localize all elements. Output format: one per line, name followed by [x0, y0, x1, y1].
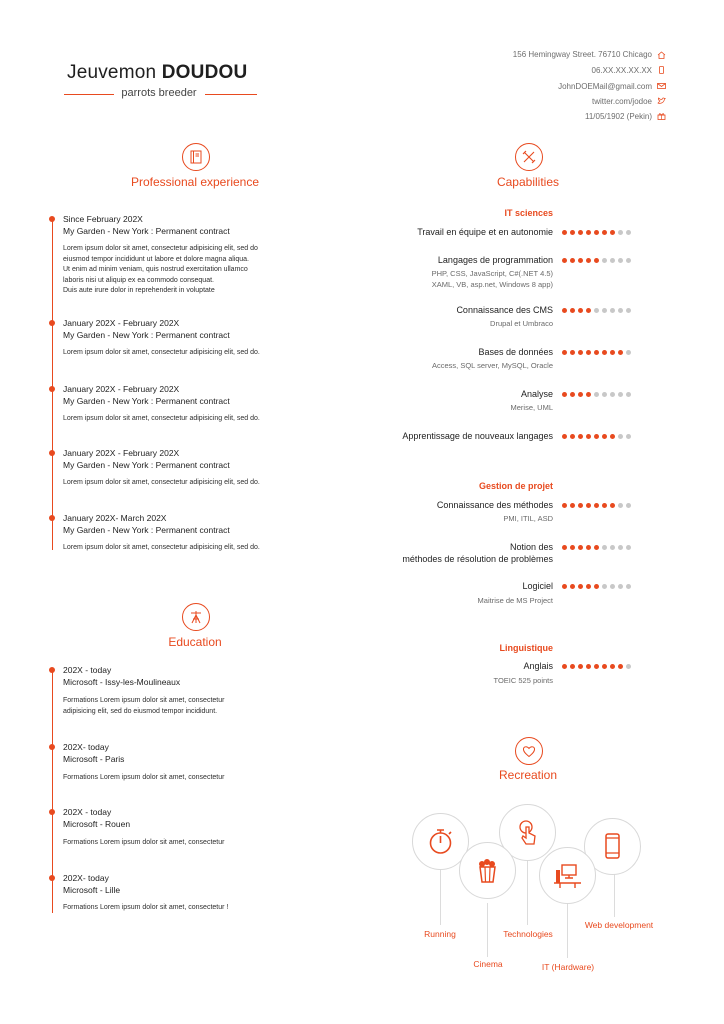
skill-label: Analyse [520, 389, 553, 399]
recreation-label-web-development: Web development [584, 920, 654, 930]
education-date: 202X - today [63, 807, 112, 817]
timeline-dot [49, 667, 55, 673]
education-place: Microsoft - Rouen [63, 819, 131, 829]
capabilities-title: Capabilities [496, 175, 560, 189]
rating-dot-empty [618, 258, 623, 263]
experience-place: My Garden - New York : Permanent contract [63, 525, 230, 535]
rating-dot-empty [618, 308, 623, 313]
skill-detail: PMI, ITIL, ASD [503, 514, 553, 523]
desc-line: Lorem ipsum dolor sit amet, consectetur adipisicing elit, sed do. [63, 415, 260, 422]
experience-date: January 202X - February 202X [63, 384, 180, 394]
rating-dot-filled [578, 392, 583, 397]
education-date: 202X- today [63, 873, 109, 883]
desc-line: laboris nisi ut aliquip ex ea commodo consequat. [63, 276, 214, 284]
desc-line: Formations Lorem ipsum dolor sit amet, consectetur [63, 839, 225, 846]
timeline-dot [49, 744, 55, 750]
timeline-dot [49, 216, 55, 222]
rating-dot-empty [626, 434, 631, 439]
desc-line: eiusmod tempor incididunt ut labore et dolore magna aliqua. [63, 255, 250, 263]
rating-dot-filled [562, 434, 567, 439]
desc-line: Lorem ipsum dolor sit amet, consectetur adipisicing elit, sed do [63, 245, 258, 252]
rating-dot-filled [610, 664, 615, 669]
rating-dot-filled [578, 664, 583, 669]
skill-label: méthodes de résolution de problèmes [402, 554, 553, 564]
rating-dot-empty [602, 308, 607, 313]
rating-dot-empty [626, 350, 631, 355]
skill-rating [562, 258, 631, 263]
skill-detail: Access, SQL server, MySQL, Oracle [431, 361, 553, 370]
rating-dot-empty [602, 545, 607, 550]
computer-desk-icon [551, 859, 584, 892]
skill-detail: Maitrise de MS Project [477, 596, 553, 605]
skill-label: Bases de données [478, 347, 553, 357]
rating-dot-filled [570, 434, 575, 439]
rating-dot-filled [570, 392, 575, 397]
stopwatch-icon [424, 825, 457, 858]
recreation-connector [527, 858, 528, 925]
desc-line: Formations Lorem ipsum dolor sit amet, consectetur ! [63, 904, 229, 911]
recreation-connector [614, 872, 615, 917]
experience-place: My Garden - New York : Permanent contract [63, 460, 230, 470]
skill-rating [562, 230, 631, 235]
timeline-dot [49, 875, 55, 881]
home-icon [657, 51, 666, 58]
experience-date: Since February 202X [63, 214, 143, 224]
heart-icon [521, 743, 537, 759]
rating-dot-filled [570, 664, 575, 669]
rating-dot-filled [594, 434, 599, 439]
gift-icon [657, 112, 666, 119]
role-line-right [205, 94, 257, 95]
rating-dot-empty [594, 392, 599, 397]
rating-dot-empty [594, 308, 599, 313]
phone-icon [657, 66, 666, 73]
skill-label: Langages de programmation [437, 255, 553, 265]
rating-dot-filled [594, 350, 599, 355]
skill-rating [562, 350, 631, 355]
contact-phone: 06.XX.XX.XX.XX [591, 66, 652, 75]
skill-detail: TOEIC 525 points [493, 676, 553, 685]
book-icon [188, 149, 204, 165]
desc-line: Formations Lorem ipsum dolor sit amet, consectetur [63, 697, 225, 704]
rating-dot-empty [618, 545, 623, 550]
skill-rating [562, 664, 631, 669]
capability-category: Gestion de projet [478, 481, 553, 491]
recreation-label-running: Running [424, 929, 456, 939]
rating-dot-empty [626, 584, 631, 589]
skill-label: Connaissance des méthodes [436, 500, 553, 510]
rating-dot-empty [610, 392, 615, 397]
tools-icon [521, 149, 537, 165]
rating-dot-filled [586, 584, 591, 589]
rating-dot-filled [578, 503, 583, 508]
skill-rating [562, 584, 631, 589]
capabilities-section-badge [515, 143, 543, 171]
rating-dot-filled [586, 308, 591, 313]
desc-line: Duis aute irure dolor in reprehenderit in voluptate [63, 287, 215, 295]
contact-birth: 11/05/1902 (Pekin) [584, 112, 652, 121]
rating-dot-empty [610, 545, 615, 550]
recreation-section-badge [515, 737, 543, 765]
rating-dot-filled [586, 392, 591, 397]
touch-icon [511, 816, 544, 849]
rating-dot-filled [562, 545, 567, 550]
rating-dot-empty [626, 664, 631, 669]
recreation-it-hardware [539, 847, 596, 904]
rating-dot-filled [602, 503, 607, 508]
skill-label: Apprentissage de nouveaux langages [402, 431, 553, 441]
skill-detail: Merise, UML [510, 403, 553, 412]
desc-line: adipisicing elit, sed do eiusmod tempor incididunt. [63, 707, 218, 715]
popcorn-icon [471, 854, 504, 887]
contact-twitter[interactable]: twitter.com/jodoe [591, 97, 652, 106]
education-date: 202X - today [63, 665, 112, 675]
contact-address: 156 Hemingway Street. 76710 Chicago [512, 50, 652, 59]
skill-label: Logiciel [522, 581, 553, 591]
education-title: Education [168, 635, 222, 649]
rating-dot-filled [618, 350, 623, 355]
graduation-icon [188, 609, 204, 625]
desc-line: Lorem ipsum dolor sit amet, consectetur adipisicing elit, sed do. [63, 544, 260, 551]
experience-date: January 202X- March 202X [63, 513, 167, 523]
desc-line: Lorem ipsum dolor sit amet, consectetur adipisicing elit, sed do. [63, 349, 260, 356]
recreation-connector [440, 868, 441, 925]
skill-detail: XAML, VB, asp.net, Windows 8 app) [431, 280, 553, 289]
skill-label: Anglais [523, 661, 553, 671]
rating-dot-filled [586, 664, 591, 669]
role-line-left [64, 94, 114, 95]
rating-dot-empty [618, 503, 623, 508]
rating-dot-filled [610, 350, 615, 355]
experience-timeline [52, 220, 53, 550]
first-name: Jeuvemon [67, 62, 157, 83]
rating-dot-empty [610, 584, 615, 589]
desc-line: Ut enim ad minim veniam, quis nostrud exercitation ullamco [63, 266, 248, 274]
experience-place: My Garden - New York : Permanent contract [63, 226, 230, 236]
rating-dot-filled [586, 350, 591, 355]
rating-dot-filled [578, 434, 583, 439]
rating-dot-filled [594, 503, 599, 508]
rating-dot-filled [602, 664, 607, 669]
timeline-dot [49, 809, 55, 815]
mail-icon [657, 82, 666, 89]
rating-dot-filled [570, 503, 575, 508]
education-section-badge [182, 603, 210, 631]
rating-dot-filled [602, 230, 607, 235]
experience-title: Professional experience [130, 175, 260, 189]
rating-dot-empty [602, 584, 607, 589]
rating-dot-empty [626, 545, 631, 550]
rating-dot-filled [570, 350, 575, 355]
rating-dot-empty [626, 230, 631, 235]
rating-dot-filled [562, 503, 567, 508]
capability-category: IT sciences [504, 208, 553, 218]
skill-rating [562, 434, 631, 439]
education-description [63, 696, 308, 717]
rating-dot-filled [570, 545, 575, 550]
recreation-label-cinema: Cinema [473, 959, 503, 969]
timeline-dot [49, 386, 55, 392]
recreation-label-technologies: Technologies [503, 929, 553, 939]
rating-dot-filled [562, 308, 567, 313]
recreation-title: Recreation [498, 768, 558, 782]
skill-detail: Drupal et Umbraco [490, 319, 553, 328]
rating-dot-filled [602, 434, 607, 439]
rating-dot-empty [626, 392, 631, 397]
last-name: DOUDOU [161, 62, 248, 83]
rating-dot-filled [570, 308, 575, 313]
rating-dot-filled [578, 545, 583, 550]
contact-email[interactable]: JohnDOEMail@gmail.com [558, 82, 652, 91]
education-place: Microsoft - Lille [63, 885, 121, 895]
rating-dot-empty [618, 434, 623, 439]
experience-description [63, 478, 308, 489]
capability-category: Linguistique [499, 643, 553, 653]
rating-dot-filled [562, 350, 567, 355]
rating-dot-filled [562, 664, 567, 669]
twitter-icon [657, 97, 666, 104]
rating-dot-empty [602, 258, 607, 263]
rating-dot-empty [618, 230, 623, 235]
education-description [63, 773, 308, 784]
rating-dot-filled [562, 258, 567, 263]
rating-dot-filled [594, 545, 599, 550]
rating-dot-empty [602, 392, 607, 397]
rating-dot-empty [618, 584, 623, 589]
experience-place: My Garden - New York : Permanent contract [63, 330, 230, 340]
skill-rating [562, 545, 631, 550]
desc-line: Formations Lorem ipsum dolor sit amet, consectetur [63, 774, 225, 781]
rating-dot-filled [578, 258, 583, 263]
education-place: Microsoft - Paris [63, 754, 125, 764]
rating-dot-filled [586, 545, 591, 550]
rating-dot-filled [594, 258, 599, 263]
rating-dot-filled [570, 258, 575, 263]
experience-section-badge [182, 143, 210, 171]
experience-description [63, 244, 308, 297]
education-description [63, 838, 308, 849]
timeline-dot [49, 450, 55, 456]
experience-description [63, 414, 308, 425]
rating-dot-filled [594, 230, 599, 235]
recreation-cinema [459, 842, 516, 899]
rating-dot-filled [618, 664, 623, 669]
experience-date: January 202X - February 202X [63, 318, 180, 328]
rating-dot-filled [586, 503, 591, 508]
experience-description [63, 543, 308, 554]
job-role: parrots breeder [121, 87, 197, 99]
rating-dot-empty [610, 258, 615, 263]
skill-rating [562, 308, 631, 313]
rating-dot-filled [562, 392, 567, 397]
experience-date: January 202X - February 202X [63, 448, 180, 458]
skill-label: Connaissance des CMS [456, 305, 553, 315]
rating-dot-filled [578, 350, 583, 355]
rating-dot-filled [610, 434, 615, 439]
rating-dot-filled [586, 258, 591, 263]
rating-dot-filled [594, 664, 599, 669]
rating-dot-filled [570, 584, 575, 589]
rating-dot-empty [626, 258, 631, 263]
education-description [63, 903, 308, 914]
rating-dot-filled [602, 350, 607, 355]
timeline-dot [49, 320, 55, 326]
rating-dot-empty [626, 308, 631, 313]
rating-dot-filled [610, 230, 615, 235]
experience-place: My Garden - New York : Permanent contract [63, 396, 230, 406]
rating-dot-filled [586, 230, 591, 235]
smartphone-icon [596, 830, 629, 863]
education-place: Microsoft - Issy-les-Moulineaux [63, 677, 181, 687]
skill-detail: PHP, CSS, JavaScript, C#(.NET 4.5) [431, 269, 553, 278]
rating-dot-filled [610, 503, 615, 508]
rating-dot-filled [562, 230, 567, 235]
timeline-dot [49, 515, 55, 521]
person-name [67, 62, 247, 84]
rating-dot-filled [578, 584, 583, 589]
rating-dot-empty [618, 392, 623, 397]
rating-dot-filled [578, 308, 583, 313]
rating-dot-filled [594, 584, 599, 589]
rating-dot-filled [562, 584, 567, 589]
education-date: 202X- today [63, 742, 109, 752]
rating-dot-empty [626, 503, 631, 508]
experience-description [63, 348, 308, 359]
desc-line: Lorem ipsum dolor sit amet, consectetur adipisicing elit, sed do. [63, 479, 260, 486]
rating-dot-filled [570, 230, 575, 235]
skill-rating [562, 503, 631, 508]
rating-dot-empty [610, 308, 615, 313]
rating-dot-filled [586, 434, 591, 439]
skill-label: Travail en équipe et en autonomie [417, 227, 553, 237]
recreation-label-it-hardware: IT (Hardware) [541, 962, 595, 972]
rating-dot-filled [578, 230, 583, 235]
skill-label: Notion des [509, 542, 553, 552]
skill-rating [562, 392, 631, 397]
